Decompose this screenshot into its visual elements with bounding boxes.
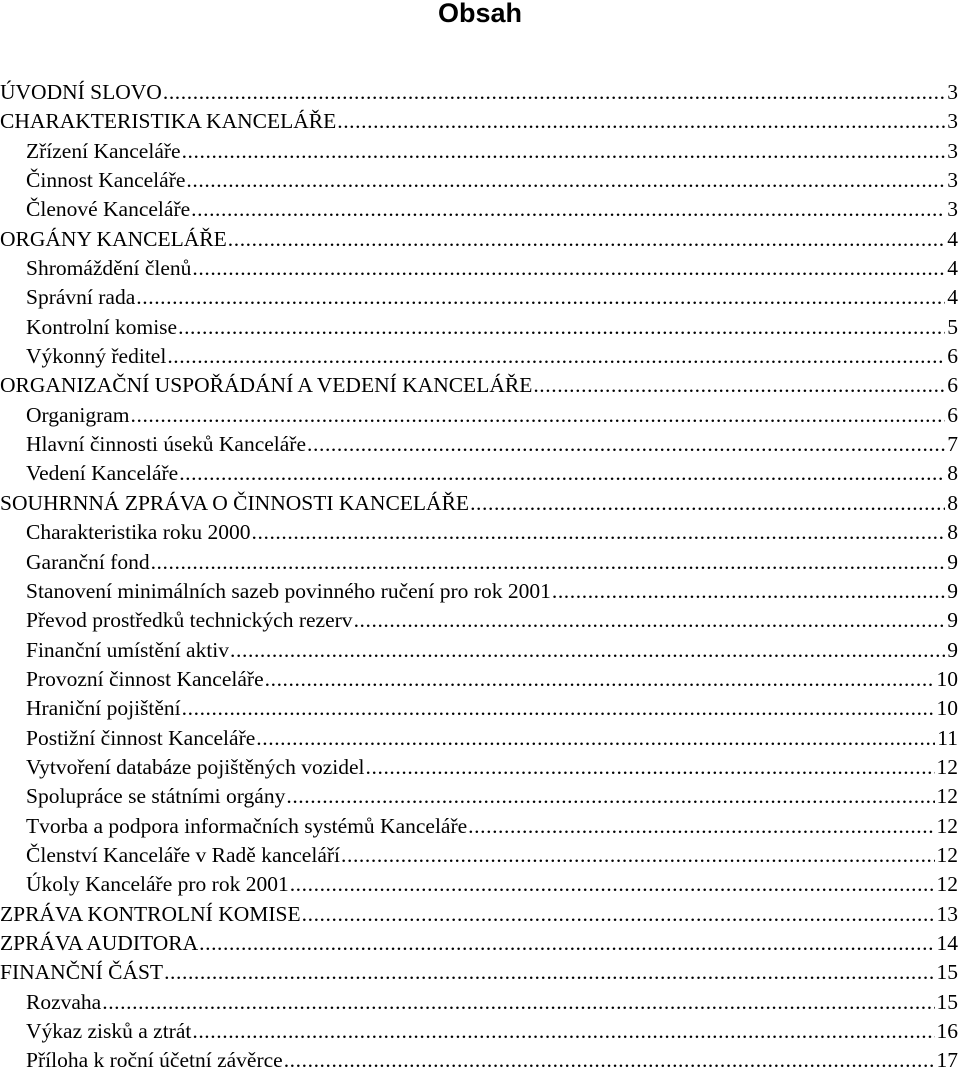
toc-entry-title: Charakteristika roku 2000	[26, 518, 251, 547]
toc-page-number: 3	[947, 137, 960, 166]
toc-page-number: 4	[947, 254, 960, 283]
toc-entry[interactable]	[0, 577, 960, 606]
toc-entry[interactable]	[0, 195, 960, 224]
toc-entry[interactable]	[0, 665, 960, 694]
toc-dot-leader	[290, 870, 935, 899]
toc-entry-title: Garanční fond	[26, 548, 150, 577]
toc-entry[interactable]	[0, 841, 960, 870]
toc-dot-leader	[284, 1046, 935, 1075]
toc-entry[interactable]	[0, 1046, 960, 1075]
toc-entry[interactable]	[0, 107, 960, 136]
toc-dot-leader	[302, 900, 935, 929]
toc-entry[interactable]	[0, 225, 960, 254]
toc-dot-leader	[337, 107, 945, 136]
toc-entry-title: Výkonný ředitel	[26, 342, 166, 371]
table-of-contents	[0, 78, 960, 1076]
toc-entry[interactable]	[0, 929, 960, 958]
toc-dot-leader	[192, 1017, 934, 1046]
toc-dot-leader	[136, 283, 945, 312]
toc-page-number: 3	[947, 107, 960, 136]
toc-dot-leader	[178, 313, 945, 342]
toc-entry[interactable]	[0, 753, 960, 782]
toc-dot-leader	[552, 577, 945, 606]
toc-entry[interactable]	[0, 958, 960, 987]
toc-page-number: 12	[937, 753, 960, 782]
toc-entry-title: Finanční umístění aktiv	[26, 636, 229, 665]
toc-entry-title: ORGÁNY KANCELÁŘE	[0, 225, 227, 254]
toc-page-number: 3	[947, 78, 960, 107]
toc-entry-title: Příloha k roční účetní závěrce	[26, 1046, 283, 1075]
toc-dot-leader	[167, 342, 945, 371]
toc-entry[interactable]	[0, 988, 960, 1017]
toc-entry[interactable]	[0, 342, 960, 371]
toc-dot-leader	[186, 166, 945, 195]
toc-entry[interactable]	[0, 313, 960, 342]
toc-entry-title: Správní rada	[26, 283, 135, 312]
toc-dot-leader	[470, 489, 945, 518]
toc-page-number: 14	[937, 929, 960, 958]
toc-dot-leader	[533, 371, 945, 400]
toc-page-number: 8	[947, 518, 960, 547]
toc-dot-leader	[182, 694, 935, 723]
page-title: Obsah	[0, 0, 960, 29]
toc-entry[interactable]	[0, 459, 960, 488]
toc-entry-title: Rozvaha	[26, 988, 101, 1017]
toc-entry-title: Kontrolní komise	[26, 313, 177, 342]
toc-entry[interactable]	[0, 78, 960, 107]
toc-entry-title: ORGANIZAČNÍ USPOŘÁDÁNÍ A VEDENÍ KANCELÁŘE	[0, 371, 532, 400]
toc-dot-leader	[228, 225, 946, 254]
toc-entry-title: Hlavní činnosti úseků Kanceláře	[26, 430, 306, 459]
toc-entry-title: Shromáždění členů	[26, 254, 191, 283]
toc-dot-leader	[182, 137, 946, 166]
toc-dot-leader	[102, 988, 934, 1017]
toc-dot-leader	[468, 812, 934, 841]
toc-entry[interactable]	[0, 401, 960, 430]
toc-page-number: 7	[947, 430, 960, 459]
toc-entry[interactable]	[0, 137, 960, 166]
toc-entry[interactable]	[0, 724, 960, 753]
toc-dot-leader	[164, 958, 934, 987]
toc-dot-leader	[366, 753, 935, 782]
toc-entry-title: Úkoly Kanceláře pro rok 2001	[26, 870, 289, 899]
toc-entry-title: Stanovení minimálních sazeb povinného ručení pro rok 2001	[26, 577, 551, 606]
toc-entry-title: Tvorba a podpora informačních systémů Kanceláře	[26, 812, 467, 841]
toc-entry[interactable]	[0, 283, 960, 312]
toc-dot-leader	[199, 929, 934, 958]
toc-dot-leader	[307, 430, 945, 459]
toc-entry-title: Provozní činnost Kanceláře	[26, 665, 264, 694]
toc-entry-title: Zřízení Kanceláře	[26, 137, 181, 166]
toc-entry[interactable]	[0, 636, 960, 665]
toc-page-number: 16	[937, 1017, 960, 1046]
toc-page-number: 12	[937, 841, 960, 870]
toc-dot-leader	[252, 518, 946, 547]
toc-entry[interactable]	[0, 430, 960, 459]
toc-entry-title: FINANČNÍ ČÁST	[0, 958, 163, 987]
toc-entry[interactable]	[0, 254, 960, 283]
toc-page-number: 8	[947, 489, 960, 518]
toc-entry-title: ZPRÁVA AUDITORA	[0, 929, 198, 958]
toc-page-number: 8	[947, 459, 960, 488]
toc-dot-leader	[230, 636, 945, 665]
toc-page-number: 13	[937, 900, 960, 929]
toc-entry-title: Hraniční pojištění	[26, 694, 181, 723]
toc-entry-title: Spolupráce se státními orgány	[26, 782, 285, 811]
toc-page-number: 10	[937, 694, 960, 723]
toc-entry[interactable]	[0, 518, 960, 547]
toc-page-number: 12	[937, 782, 960, 811]
toc-dot-leader	[151, 548, 946, 577]
toc-entry-title: Činnost Kanceláře	[26, 166, 185, 195]
toc-dot-leader	[341, 841, 935, 870]
toc-page-number: 12	[937, 870, 960, 899]
toc-entry[interactable]	[0, 870, 960, 899]
toc-page-number: 4	[947, 283, 960, 312]
toc-entry[interactable]	[0, 1017, 960, 1046]
toc-dot-leader	[265, 665, 935, 694]
toc-entry[interactable]	[0, 900, 960, 929]
toc-page-number: 6	[947, 401, 960, 430]
toc-entry-title: ÚVODNÍ SLOVO	[0, 78, 162, 107]
toc-entry-title: Vytvoření databáze pojištěných vozidel	[26, 753, 365, 782]
toc-page-number: 11	[937, 724, 960, 753]
toc-entry[interactable]	[0, 782, 960, 811]
toc-entry-title: SOUHRNNÁ ZPRÁVA O ČINNOSTI KANCELÁŘE	[0, 489, 469, 518]
toc-entry-title: Výkaz zisků a ztrát	[26, 1017, 191, 1046]
toc-entry-title: ZPRÁVA KONTROLNÍ KOMISE	[0, 900, 301, 929]
toc-entry[interactable]	[0, 489, 960, 518]
toc-page-number: 6	[947, 371, 960, 400]
toc-entry-title: Organigram	[26, 401, 130, 430]
toc-entry-title: Vedení Kanceláře	[26, 459, 178, 488]
toc-page-number: 9	[947, 548, 960, 577]
toc-dot-leader	[192, 254, 945, 283]
toc-entry-title: Postižní činnost Kanceláře	[26, 724, 255, 753]
toc-page-number: 17	[937, 1046, 960, 1075]
toc-dot-leader	[179, 459, 945, 488]
toc-entry[interactable]	[0, 371, 960, 400]
toc-page-number: 12	[937, 812, 960, 841]
toc-entry-title: Členové Kanceláře	[26, 195, 190, 224]
toc-page-number: 9	[947, 577, 960, 606]
toc-page-number: 9	[947, 636, 960, 665]
toc-entry[interactable]	[0, 606, 960, 635]
toc-entry[interactable]	[0, 694, 960, 723]
toc-entry[interactable]	[0, 548, 960, 577]
toc-page-number: 5	[947, 313, 960, 342]
toc-page-number: 4	[947, 225, 960, 254]
toc-page-number: 10	[937, 665, 960, 694]
toc-dot-leader	[354, 606, 946, 635]
toc-page-number: 6	[947, 342, 960, 371]
toc-entry-title: CHARAKTERISTIKA KANCELÁŘE	[0, 107, 336, 136]
toc-dot-leader	[163, 78, 945, 107]
toc-page-number: 9	[947, 606, 960, 635]
toc-page-number: 3	[947, 166, 960, 195]
toc-dot-leader	[256, 724, 935, 753]
toc-entry[interactable]	[0, 812, 960, 841]
toc-entry-title: Členství Kanceláře v Radě kanceláří	[26, 841, 340, 870]
toc-page-number: 15	[937, 988, 960, 1017]
toc-dot-leader	[131, 401, 946, 430]
toc-page-number: 3	[947, 195, 960, 224]
toc-entry-title: Převod prostředků technických rezerv	[26, 606, 353, 635]
toc-page-number: 15	[937, 958, 960, 987]
toc-entry[interactable]	[0, 166, 960, 195]
toc-dot-leader	[286, 782, 934, 811]
toc-dot-leader	[191, 195, 945, 224]
